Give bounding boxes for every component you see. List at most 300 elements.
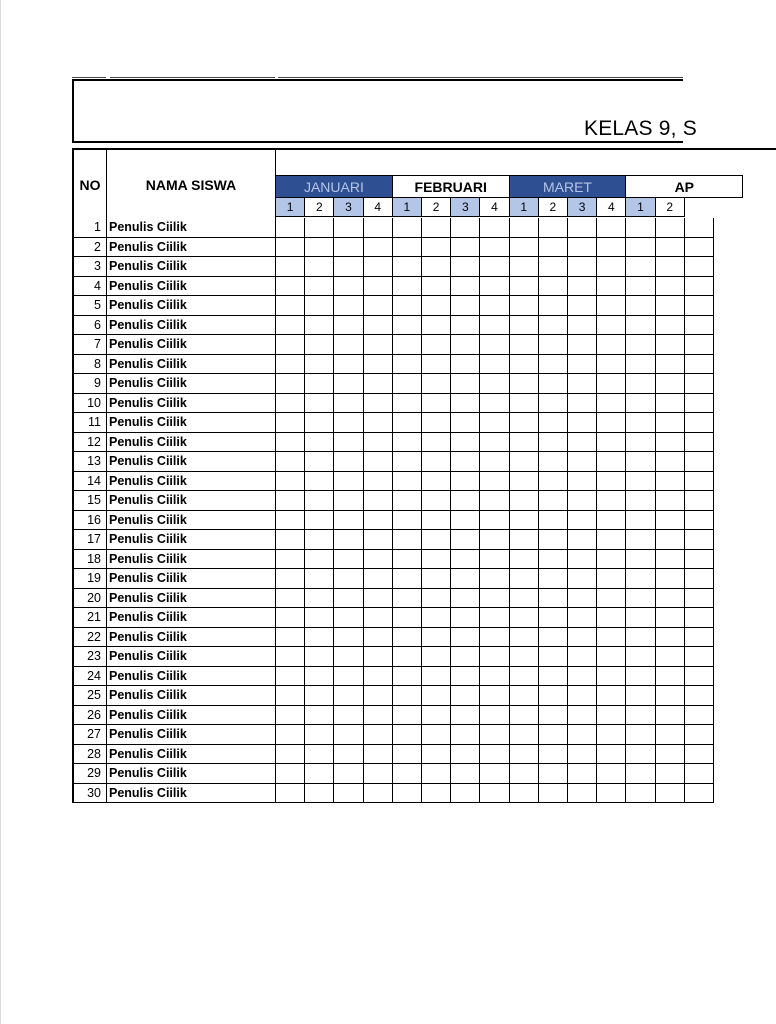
attendance-cell[interactable] bbox=[510, 433, 539, 453]
attendance-cell[interactable] bbox=[334, 433, 363, 453]
attendance-cell[interactable] bbox=[393, 569, 422, 589]
student-name[interactable]: Penulis Ciilik bbox=[107, 589, 276, 609]
attendance-cell[interactable] bbox=[305, 667, 334, 687]
attendance-cell[interactable] bbox=[480, 335, 509, 355]
attendance-cell[interactable] bbox=[656, 413, 685, 433]
attendance-cell[interactable] bbox=[597, 355, 626, 375]
attendance-cell[interactable] bbox=[422, 628, 451, 648]
attendance-cell[interactable] bbox=[510, 452, 539, 472]
attendance-cell[interactable] bbox=[305, 452, 334, 472]
attendance-cell[interactable] bbox=[305, 491, 334, 511]
attendance-cell[interactable] bbox=[451, 316, 480, 336]
attendance-cell[interactable] bbox=[451, 569, 480, 589]
attendance-cell[interactable] bbox=[597, 511, 626, 531]
attendance-cell[interactable] bbox=[656, 667, 685, 687]
attendance-cell[interactable] bbox=[568, 374, 597, 394]
attendance-cell[interactable] bbox=[393, 238, 422, 258]
attendance-cell[interactable] bbox=[276, 784, 305, 804]
attendance-cell[interactable] bbox=[656, 725, 685, 745]
attendance-cell[interactable] bbox=[626, 667, 655, 687]
attendance-cell[interactable] bbox=[422, 725, 451, 745]
attendance-cell[interactable] bbox=[568, 277, 597, 297]
attendance-cell[interactable] bbox=[480, 433, 509, 453]
attendance-cell[interactable] bbox=[539, 667, 568, 687]
attendance-cell[interactable] bbox=[626, 355, 655, 375]
attendance-cell[interactable] bbox=[393, 394, 422, 414]
attendance-cell[interactable] bbox=[305, 530, 334, 550]
attendance-cell[interactable] bbox=[685, 706, 714, 726]
attendance-cell[interactable] bbox=[597, 764, 626, 784]
attendance-cell[interactable] bbox=[334, 374, 363, 394]
attendance-cell[interactable] bbox=[510, 238, 539, 258]
attendance-cell[interactable] bbox=[334, 511, 363, 531]
attendance-cell[interactable] bbox=[276, 725, 305, 745]
attendance-cell[interactable] bbox=[364, 647, 393, 667]
attendance-cell[interactable] bbox=[451, 745, 480, 765]
attendance-cell[interactable] bbox=[334, 550, 363, 570]
attendance-cell[interactable] bbox=[276, 686, 305, 706]
attendance-cell[interactable] bbox=[626, 472, 655, 492]
attendance-cell[interactable] bbox=[276, 608, 305, 628]
attendance-cell[interactable] bbox=[422, 706, 451, 726]
attendance-cell[interactable] bbox=[685, 433, 714, 453]
attendance-cell[interactable] bbox=[364, 472, 393, 492]
attendance-cell[interactable] bbox=[393, 764, 422, 784]
attendance-cell[interactable] bbox=[480, 686, 509, 706]
attendance-cell[interactable] bbox=[393, 530, 422, 550]
attendance-cell[interactable] bbox=[685, 238, 714, 258]
attendance-cell[interactable] bbox=[422, 550, 451, 570]
attendance-cell[interactable] bbox=[568, 355, 597, 375]
attendance-cell[interactable] bbox=[685, 257, 714, 277]
attendance-cell[interactable] bbox=[334, 569, 363, 589]
attendance-cell[interactable] bbox=[393, 296, 422, 316]
attendance-cell[interactable] bbox=[393, 667, 422, 687]
attendance-cell[interactable] bbox=[451, 764, 480, 784]
attendance-cell[interactable] bbox=[276, 628, 305, 648]
attendance-cell[interactable] bbox=[568, 647, 597, 667]
attendance-cell[interactable] bbox=[656, 511, 685, 531]
attendance-cell[interactable] bbox=[568, 745, 597, 765]
attendance-cell[interactable] bbox=[393, 706, 422, 726]
attendance-cell[interactable] bbox=[334, 667, 363, 687]
attendance-cell[interactable] bbox=[276, 335, 305, 355]
attendance-cell[interactable] bbox=[656, 491, 685, 511]
attendance-cell[interactable] bbox=[656, 257, 685, 277]
attendance-cell[interactable] bbox=[451, 589, 480, 609]
attendance-cell[interactable] bbox=[626, 335, 655, 355]
attendance-cell[interactable] bbox=[510, 296, 539, 316]
attendance-cell[interactable] bbox=[656, 452, 685, 472]
attendance-cell[interactable] bbox=[276, 764, 305, 784]
attendance-cell[interactable] bbox=[480, 218, 509, 238]
attendance-cell[interactable] bbox=[597, 550, 626, 570]
attendance-cell[interactable] bbox=[422, 316, 451, 336]
attendance-cell[interactable] bbox=[539, 550, 568, 570]
attendance-cell[interactable] bbox=[626, 550, 655, 570]
attendance-cell[interactable] bbox=[597, 472, 626, 492]
attendance-cell[interactable] bbox=[364, 608, 393, 628]
attendance-cell[interactable] bbox=[334, 413, 363, 433]
attendance-cell[interactable] bbox=[626, 452, 655, 472]
attendance-cell[interactable] bbox=[334, 335, 363, 355]
attendance-cell[interactable] bbox=[539, 238, 568, 258]
attendance-cell[interactable] bbox=[510, 628, 539, 648]
attendance-cell[interactable] bbox=[422, 686, 451, 706]
attendance-cell[interactable] bbox=[305, 296, 334, 316]
attendance-cell[interactable] bbox=[656, 238, 685, 258]
attendance-cell[interactable] bbox=[364, 725, 393, 745]
attendance-cell[interactable] bbox=[626, 316, 655, 336]
attendance-cell[interactable] bbox=[626, 725, 655, 745]
attendance-cell[interactable] bbox=[393, 745, 422, 765]
attendance-cell[interactable] bbox=[422, 335, 451, 355]
attendance-cell[interactable] bbox=[364, 530, 393, 550]
attendance-cell[interactable] bbox=[422, 764, 451, 784]
attendance-cell[interactable] bbox=[480, 569, 509, 589]
attendance-cell[interactable] bbox=[656, 647, 685, 667]
attendance-cell[interactable] bbox=[451, 511, 480, 531]
attendance-cell[interactable] bbox=[422, 511, 451, 531]
attendance-cell[interactable] bbox=[364, 589, 393, 609]
attendance-cell[interactable] bbox=[510, 257, 539, 277]
attendance-cell[interactable] bbox=[334, 238, 363, 258]
attendance-cell[interactable] bbox=[305, 784, 334, 804]
attendance-cell[interactable] bbox=[568, 335, 597, 355]
attendance-cell[interactable] bbox=[393, 628, 422, 648]
attendance-cell[interactable] bbox=[393, 257, 422, 277]
attendance-cell[interactable] bbox=[539, 433, 568, 453]
attendance-cell[interactable] bbox=[393, 355, 422, 375]
attendance-cell[interactable] bbox=[422, 589, 451, 609]
attendance-cell[interactable] bbox=[597, 491, 626, 511]
attendance-cell[interactable] bbox=[539, 296, 568, 316]
attendance-cell[interactable] bbox=[276, 452, 305, 472]
attendance-cell[interactable] bbox=[480, 452, 509, 472]
attendance-cell[interactable] bbox=[626, 433, 655, 453]
attendance-cell[interactable] bbox=[597, 569, 626, 589]
student-name[interactable]: Penulis Ciilik bbox=[107, 491, 276, 511]
attendance-cell[interactable] bbox=[364, 764, 393, 784]
attendance-cell[interactable] bbox=[334, 355, 363, 375]
attendance-cell[interactable] bbox=[656, 433, 685, 453]
attendance-cell[interactable] bbox=[597, 706, 626, 726]
attendance-cell[interactable] bbox=[568, 628, 597, 648]
attendance-cell[interactable] bbox=[656, 277, 685, 297]
attendance-cell[interactable] bbox=[305, 413, 334, 433]
student-name[interactable]: Penulis Ciilik bbox=[107, 238, 276, 258]
attendance-cell[interactable] bbox=[539, 511, 568, 531]
attendance-cell[interactable] bbox=[422, 433, 451, 453]
student-name[interactable]: Penulis Ciilik bbox=[107, 725, 276, 745]
attendance-cell[interactable] bbox=[364, 784, 393, 804]
attendance-cell[interactable] bbox=[451, 413, 480, 433]
attendance-cell[interactable] bbox=[656, 569, 685, 589]
attendance-cell[interactable] bbox=[597, 452, 626, 472]
attendance-cell[interactable] bbox=[539, 413, 568, 433]
attendance-cell[interactable] bbox=[276, 394, 305, 414]
student-name[interactable]: Penulis Ciilik bbox=[107, 686, 276, 706]
attendance-cell[interactable] bbox=[568, 257, 597, 277]
attendance-cell[interactable] bbox=[364, 569, 393, 589]
attendance-cell[interactable] bbox=[510, 511, 539, 531]
attendance-cell[interactable] bbox=[568, 296, 597, 316]
attendance-cell[interactable] bbox=[393, 218, 422, 238]
attendance-cell[interactable] bbox=[685, 355, 714, 375]
attendance-cell[interactable] bbox=[334, 647, 363, 667]
attendance-cell[interactable] bbox=[626, 628, 655, 648]
attendance-cell[interactable] bbox=[539, 745, 568, 765]
attendance-cell[interactable] bbox=[568, 569, 597, 589]
attendance-cell[interactable] bbox=[626, 686, 655, 706]
attendance-cell[interactable] bbox=[422, 647, 451, 667]
attendance-cell[interactable] bbox=[334, 628, 363, 648]
attendance-cell[interactable] bbox=[451, 628, 480, 648]
attendance-cell[interactable] bbox=[451, 374, 480, 394]
attendance-cell[interactable] bbox=[597, 608, 626, 628]
attendance-cell[interactable] bbox=[480, 608, 509, 628]
student-name[interactable]: Penulis Ciilik bbox=[107, 413, 276, 433]
attendance-cell[interactable] bbox=[422, 667, 451, 687]
attendance-cell[interactable] bbox=[539, 491, 568, 511]
attendance-cell[interactable] bbox=[480, 413, 509, 433]
attendance-cell[interactable] bbox=[685, 472, 714, 492]
attendance-cell[interactable] bbox=[276, 413, 305, 433]
attendance-cell[interactable] bbox=[656, 764, 685, 784]
attendance-cell[interactable] bbox=[539, 316, 568, 336]
student-name[interactable]: Penulis Ciilik bbox=[107, 335, 276, 355]
attendance-cell[interactable] bbox=[276, 667, 305, 687]
attendance-cell[interactable] bbox=[276, 530, 305, 550]
attendance-cell[interactable] bbox=[510, 784, 539, 804]
attendance-cell[interactable] bbox=[305, 628, 334, 648]
attendance-cell[interactable] bbox=[334, 472, 363, 492]
attendance-cell[interactable] bbox=[480, 355, 509, 375]
attendance-cell[interactable] bbox=[597, 433, 626, 453]
attendance-cell[interactable] bbox=[451, 238, 480, 258]
attendance-cell[interactable] bbox=[451, 472, 480, 492]
attendance-cell[interactable] bbox=[597, 296, 626, 316]
attendance-cell[interactable] bbox=[364, 355, 393, 375]
attendance-cell[interactable] bbox=[597, 667, 626, 687]
attendance-cell[interactable] bbox=[276, 238, 305, 258]
attendance-cell[interactable] bbox=[334, 394, 363, 414]
attendance-cell[interactable] bbox=[422, 608, 451, 628]
attendance-cell[interactable] bbox=[422, 745, 451, 765]
attendance-cell[interactable] bbox=[276, 472, 305, 492]
attendance-cell[interactable] bbox=[364, 452, 393, 472]
attendance-cell[interactable] bbox=[626, 374, 655, 394]
attendance-cell[interactable] bbox=[480, 296, 509, 316]
attendance-cell[interactable] bbox=[626, 589, 655, 609]
attendance-cell[interactable] bbox=[597, 530, 626, 550]
attendance-cell[interactable] bbox=[422, 530, 451, 550]
attendance-cell[interactable] bbox=[451, 725, 480, 745]
attendance-cell[interactable] bbox=[480, 511, 509, 531]
attendance-cell[interactable] bbox=[626, 706, 655, 726]
attendance-cell[interactable] bbox=[451, 257, 480, 277]
student-name[interactable]: Penulis Ciilik bbox=[107, 764, 276, 784]
attendance-cell[interactable] bbox=[451, 647, 480, 667]
attendance-cell[interactable] bbox=[276, 647, 305, 667]
attendance-cell[interactable] bbox=[451, 452, 480, 472]
attendance-cell[interactable] bbox=[597, 218, 626, 238]
attendance-cell[interactable] bbox=[305, 745, 334, 765]
attendance-cell[interactable] bbox=[334, 686, 363, 706]
attendance-cell[interactable] bbox=[422, 413, 451, 433]
attendance-cell[interactable] bbox=[597, 589, 626, 609]
attendance-cell[interactable] bbox=[393, 413, 422, 433]
attendance-cell[interactable] bbox=[510, 374, 539, 394]
attendance-cell[interactable] bbox=[510, 530, 539, 550]
attendance-cell[interactable] bbox=[685, 628, 714, 648]
attendance-cell[interactable] bbox=[626, 745, 655, 765]
attendance-cell[interactable] bbox=[568, 413, 597, 433]
attendance-cell[interactable] bbox=[305, 277, 334, 297]
attendance-cell[interactable] bbox=[539, 257, 568, 277]
student-name[interactable]: Penulis Ciilik bbox=[107, 433, 276, 453]
attendance-cell[interactable] bbox=[364, 628, 393, 648]
student-name[interactable]: Penulis Ciilik bbox=[107, 355, 276, 375]
attendance-cell[interactable] bbox=[597, 316, 626, 336]
attendance-cell[interactable] bbox=[626, 784, 655, 804]
attendance-cell[interactable] bbox=[597, 784, 626, 804]
attendance-cell[interactable] bbox=[597, 257, 626, 277]
attendance-cell[interactable] bbox=[685, 686, 714, 706]
attendance-cell[interactable] bbox=[334, 745, 363, 765]
student-name[interactable]: Penulis Ciilik bbox=[107, 608, 276, 628]
attendance-cell[interactable] bbox=[334, 491, 363, 511]
attendance-cell[interactable] bbox=[334, 218, 363, 238]
attendance-cell[interactable] bbox=[626, 277, 655, 297]
attendance-cell[interactable] bbox=[334, 725, 363, 745]
attendance-cell[interactable] bbox=[364, 511, 393, 531]
attendance-cell[interactable] bbox=[364, 686, 393, 706]
attendance-cell[interactable] bbox=[510, 355, 539, 375]
attendance-cell[interactable] bbox=[305, 725, 334, 745]
attendance-cell[interactable] bbox=[685, 452, 714, 472]
attendance-cell[interactable] bbox=[539, 589, 568, 609]
attendance-cell[interactable] bbox=[480, 550, 509, 570]
attendance-cell[interactable] bbox=[393, 550, 422, 570]
attendance-cell[interactable] bbox=[305, 355, 334, 375]
attendance-cell[interactable] bbox=[422, 296, 451, 316]
attendance-cell[interactable] bbox=[393, 784, 422, 804]
attendance-cell[interactable] bbox=[276, 218, 305, 238]
attendance-cell[interactable] bbox=[276, 296, 305, 316]
attendance-cell[interactable] bbox=[568, 706, 597, 726]
attendance-cell[interactable] bbox=[480, 667, 509, 687]
attendance-cell[interactable] bbox=[685, 667, 714, 687]
attendance-cell[interactable] bbox=[393, 433, 422, 453]
student-name[interactable]: Penulis Ciilik bbox=[107, 784, 276, 804]
attendance-cell[interactable] bbox=[305, 218, 334, 238]
attendance-cell[interactable] bbox=[393, 511, 422, 531]
attendance-cell[interactable] bbox=[568, 725, 597, 745]
student-name[interactable]: Penulis Ciilik bbox=[107, 394, 276, 414]
attendance-cell[interactable] bbox=[539, 784, 568, 804]
student-name[interactable]: Penulis Ciilik bbox=[107, 550, 276, 570]
attendance-cell[interactable] bbox=[597, 686, 626, 706]
attendance-cell[interactable] bbox=[626, 218, 655, 238]
attendance-cell[interactable] bbox=[626, 257, 655, 277]
attendance-cell[interactable] bbox=[480, 764, 509, 784]
attendance-cell[interactable] bbox=[539, 569, 568, 589]
attendance-cell[interactable] bbox=[451, 491, 480, 511]
student-name[interactable]: Penulis Ciilik bbox=[107, 452, 276, 472]
attendance-cell[interactable] bbox=[276, 374, 305, 394]
attendance-cell[interactable] bbox=[626, 530, 655, 550]
attendance-cell[interactable] bbox=[305, 511, 334, 531]
attendance-cell[interactable] bbox=[334, 784, 363, 804]
attendance-cell[interactable] bbox=[568, 608, 597, 628]
attendance-cell[interactable] bbox=[451, 706, 480, 726]
attendance-cell[interactable] bbox=[597, 628, 626, 648]
attendance-cell[interactable] bbox=[656, 589, 685, 609]
attendance-cell[interactable] bbox=[305, 647, 334, 667]
attendance-cell[interactable] bbox=[334, 257, 363, 277]
attendance-cell[interactable] bbox=[626, 296, 655, 316]
student-name[interactable]: Penulis Ciilik bbox=[107, 569, 276, 589]
attendance-cell[interactable] bbox=[656, 218, 685, 238]
student-name[interactable]: Penulis Ciilik bbox=[107, 628, 276, 648]
attendance-cell[interactable] bbox=[305, 257, 334, 277]
attendance-cell[interactable] bbox=[568, 511, 597, 531]
attendance-cell[interactable] bbox=[656, 316, 685, 336]
attendance-cell[interactable] bbox=[568, 550, 597, 570]
attendance-cell[interactable] bbox=[334, 530, 363, 550]
attendance-cell[interactable] bbox=[568, 589, 597, 609]
attendance-cell[interactable] bbox=[422, 491, 451, 511]
attendance-cell[interactable] bbox=[276, 589, 305, 609]
attendance-cell[interactable] bbox=[364, 413, 393, 433]
attendance-cell[interactable] bbox=[334, 706, 363, 726]
attendance-cell[interactable] bbox=[393, 277, 422, 297]
attendance-cell[interactable] bbox=[510, 491, 539, 511]
attendance-cell[interactable] bbox=[364, 433, 393, 453]
attendance-cell[interactable] bbox=[685, 550, 714, 570]
attendance-cell[interactable] bbox=[276, 550, 305, 570]
attendance-cell[interactable] bbox=[276, 745, 305, 765]
attendance-cell[interactable] bbox=[393, 608, 422, 628]
attendance-cell[interactable] bbox=[656, 374, 685, 394]
student-name[interactable]: Penulis Ciilik bbox=[107, 530, 276, 550]
attendance-cell[interactable] bbox=[597, 335, 626, 355]
attendance-cell[interactable] bbox=[393, 316, 422, 336]
attendance-cell[interactable] bbox=[451, 530, 480, 550]
attendance-cell[interactable] bbox=[451, 667, 480, 687]
student-name[interactable]: Penulis Ciilik bbox=[107, 374, 276, 394]
attendance-cell[interactable] bbox=[510, 647, 539, 667]
attendance-cell[interactable] bbox=[568, 433, 597, 453]
attendance-cell[interactable] bbox=[656, 530, 685, 550]
attendance-cell[interactable] bbox=[626, 764, 655, 784]
attendance-cell[interactable] bbox=[510, 335, 539, 355]
attendance-cell[interactable] bbox=[539, 764, 568, 784]
attendance-cell[interactable] bbox=[393, 647, 422, 667]
attendance-cell[interactable] bbox=[626, 491, 655, 511]
attendance-cell[interactable] bbox=[276, 511, 305, 531]
attendance-cell[interactable] bbox=[480, 277, 509, 297]
attendance-cell[interactable] bbox=[364, 706, 393, 726]
attendance-cell[interactable] bbox=[685, 277, 714, 297]
attendance-cell[interactable] bbox=[480, 745, 509, 765]
attendance-cell[interactable] bbox=[656, 706, 685, 726]
attendance-cell[interactable] bbox=[568, 238, 597, 258]
attendance-cell[interactable] bbox=[451, 394, 480, 414]
attendance-cell[interactable] bbox=[685, 647, 714, 667]
attendance-cell[interactable] bbox=[685, 413, 714, 433]
